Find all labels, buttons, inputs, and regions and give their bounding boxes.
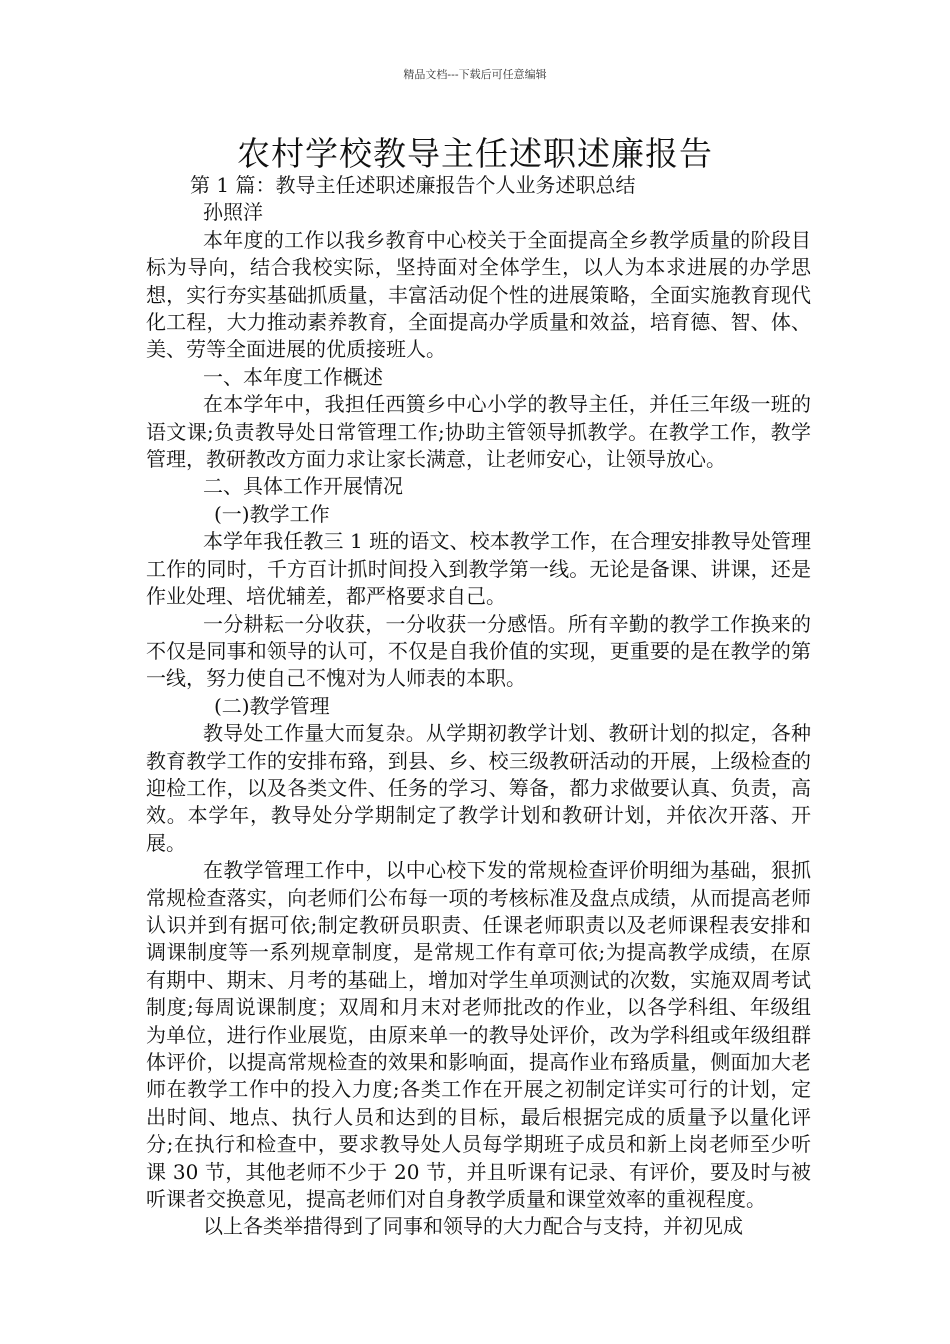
document-title: 农村学校教导主任述职述廉报告 [237, 134, 713, 173]
paragraph-management: 教导处工作量大而复杂。从学期初教学计划、教研计划的拟定，各种教育教学工作的安排布臵，到县、乡、校三级教研活动的开展，上级检查的迎检工作，以及各类文件、任务的学习、筹备，都力求做要认真、负责，高效。本学年，教导处分学期制定了教学计划和教研计划，并依次开落、开展。 [146, 721, 811, 855]
section-heading: 第 1 篇：教导主任述职述廉报告个人业务述职总结 [190, 173, 636, 197]
author-name: 孙照洋 [203, 200, 263, 225]
paragraph-reflection: 一分耕耘一分收获，一分收获一分感悟。所有辛勤的教学工作换来的不仅是同事和领导的认可，不仅是自我价值的实现，更重要的是在教学的第一线，努力使自己不愧对为人师表的本职。 [146, 611, 811, 691]
paragraph-overview: 在本学年中，我担任西篑乡中心小学的教导主任，并任三年级一班的语文课;负责教导处日常管理工作;协助主管领导抓教学。在教学工作，教学管理，教研教改方面力求让家长满意，让老师安心，让领导放心。 [146, 392, 811, 472]
paragraph-management-detail: 在教学管理工作中，以中心校下发的常规检查评价明细为基础，狠抓常规检查落实，向老师们公布每一项的考核标准及盘点成绩，从而提高老师认识并到有据可依;制定教研员职责、任课老师职责以及老师课程表安排和调课制度等一系列规章制度，是常规工作有章可依;为提高教学成绩，在原有期中、期末、月考的基础上，增加对学生单项测试的次数，实施双周考试制度;每周说课制度；双周和月末对老师批改的作业，以各学科组、年级组为单位，进行作业展览，由原来单一的教导处评价，改为学科组或年级组群体评价，以提高常规检查的效果和影响面，提高作业布臵质量，侧面加大老师在教学工作中的投入力度;各类工作在开展之初制定详实可行的计划，定出时间、地点、执行人员和达到的目标，最后根据完成的质量予以量化评分;在执行和检查中，要求教导处人员每学期班子成员和新上岗老师至少听课 30 节，其他老师不少于 20 节，并且听课有记录、有评价，要及时与被听课者交换意见，提高老师们对自身教学质量和课堂效率的重视程度。 [146, 858, 811, 1212]
header-note: 精品文档---下载后可任意编辑 [403, 68, 547, 81]
document-body [146, 172, 811, 1241]
subheading-teaching: (一)教学工作 [214, 501, 330, 526]
subheading-management: (二)教学管理 [214, 693, 330, 718]
paragraph-intro: 本年度的工作以我乡教育中心校关于全面提高全乡教学质量的阶段目标为导向，结合我校实际，坚持面对全体学生，以人为本求进展的办学思想，实行夯实基础抓质量，丰富活动促个性的进展策略，全面实施教育现代化工程，大力推动素养教育，全面提高办学质量和效益，培育德、智、体、美、劳等全面进展的优质接班人。 [146, 227, 811, 362]
paragraph-teaching: 本学年我任教三 1 班的语文、校本教学工作，在合理安排教导处管理工作的同时，千方百计抓时间投入到教学第一线。无论是备课、讲课，还是作业处理、培优辅差，都严格要求自己。 [146, 529, 811, 609]
paragraph-closing: 以上各类举措得到了同事和领导的大力配合与支持，并初见成 [203, 1214, 743, 1239]
heading-details: 二、具体工作开展情况 [203, 474, 403, 499]
heading-overview: 一、本年度工作概述 [203, 364, 383, 389]
